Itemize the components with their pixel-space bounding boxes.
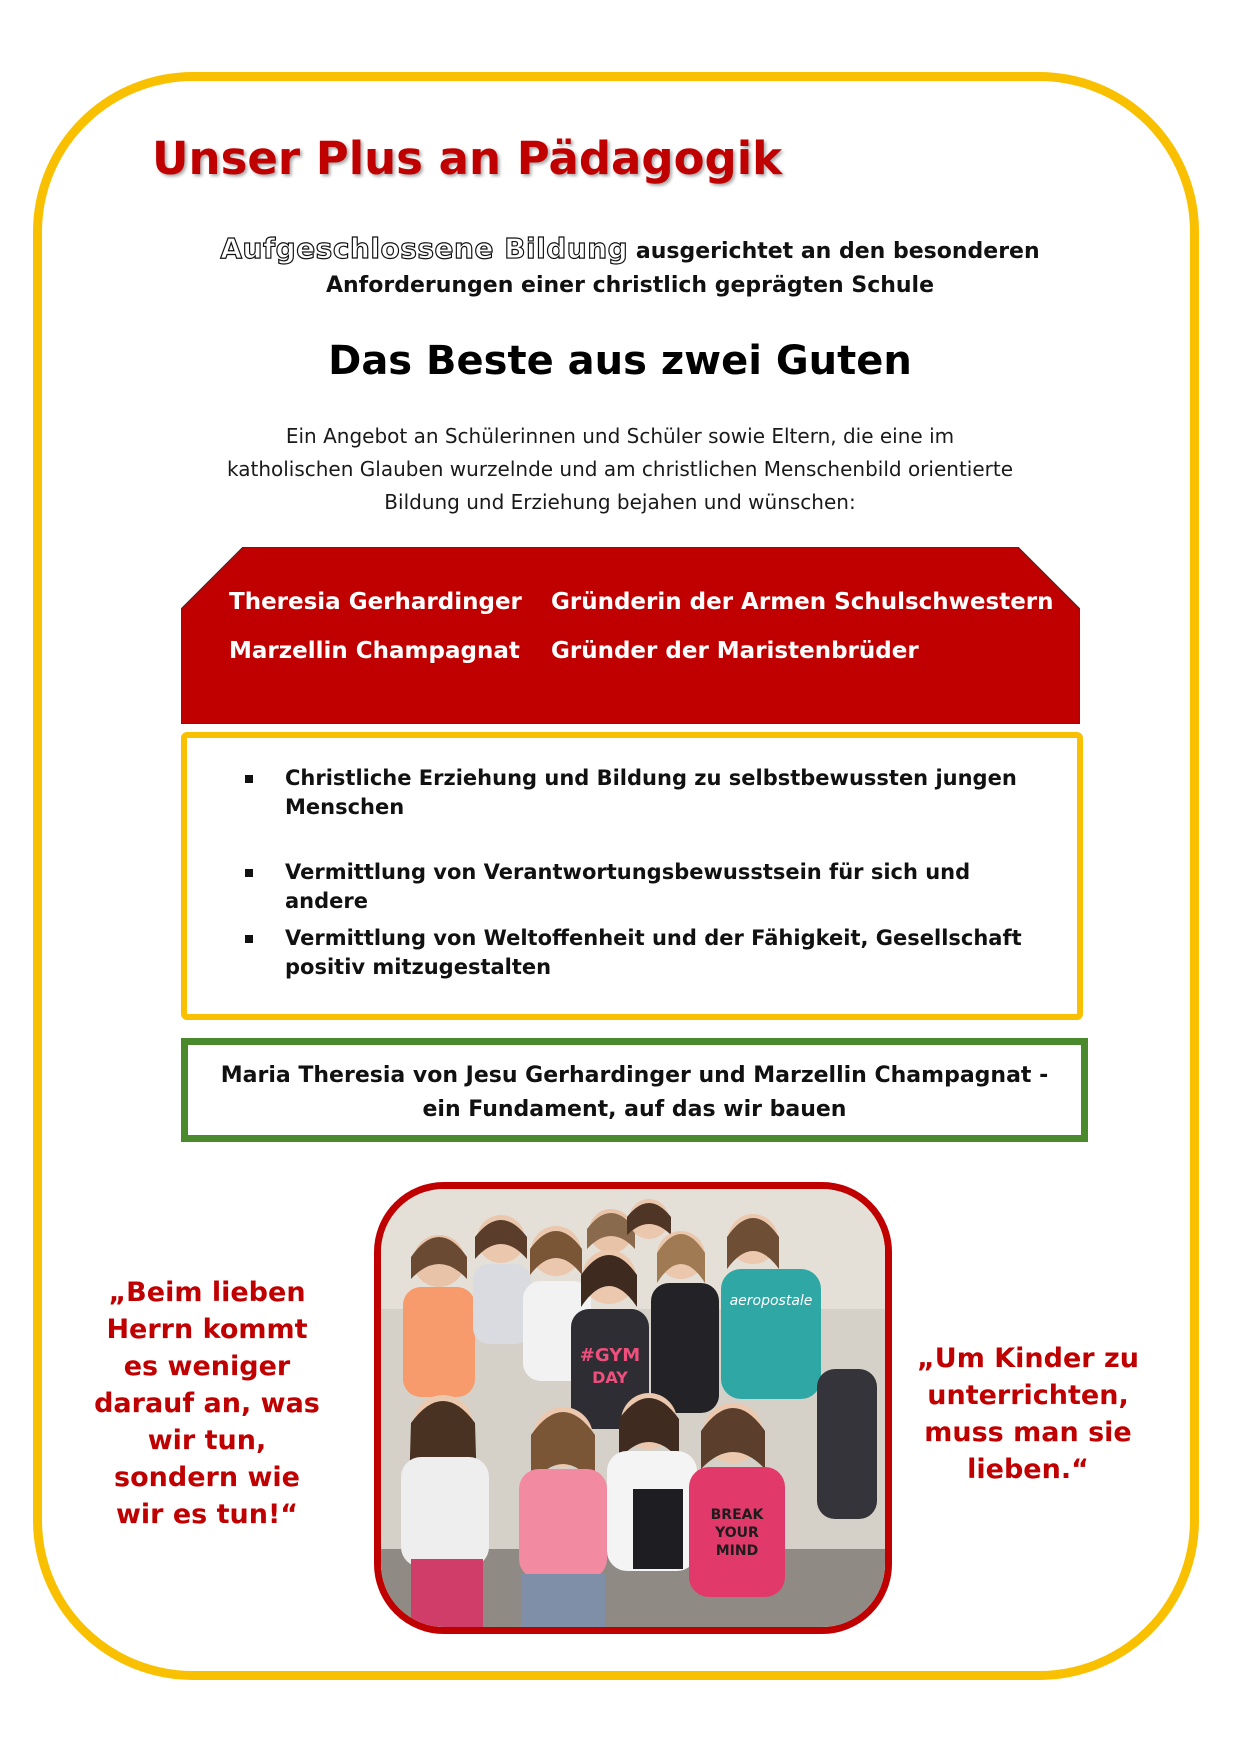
quote-left	[82, 1274, 332, 1533]
list-item	[235, 764, 1035, 858]
quote-line: wir es tun!“	[115, 1499, 299, 1530]
foundation-box	[181, 1038, 1088, 1142]
subtitle-rest: ausgerichtet an den besonderen	[628, 239, 1040, 264]
group-photo	[374, 1182, 892, 1634]
founder-row	[229, 638, 1054, 687]
values-box	[181, 732, 1083, 1020]
quote-line: lieben.“	[967, 1454, 1089, 1485]
shirt-text: YOUR	[715, 1525, 759, 1541]
quote-line: darauf an, was	[94, 1388, 320, 1419]
shirt-text: MIND	[715, 1543, 759, 1559]
subtitle-line2: Anforderungen einer christlich geprägten Schule	[325, 273, 935, 298]
quote-right	[908, 1340, 1148, 1488]
founder-row	[229, 589, 1054, 638]
quote-line: sondern wie	[114, 1462, 300, 1493]
page-title: Unser Plus an Pädagogik	[152, 132, 783, 185]
value-text: Christliche Erziehung und Bildung zu selbstbewussten jungen Menschen	[285, 766, 1017, 819]
quote-line: „Beim lieben	[108, 1277, 306, 1308]
foundation-line2: ein Fundament, auf das wir bauen	[422, 1097, 847, 1122]
quote-line: Herrn kommt	[106, 1314, 308, 1345]
founders-box	[181, 547, 1080, 724]
foundation-line1: Maria Theresia von Jesu Gerhardinger und Marzellin Champagnat -	[220, 1063, 1049, 1088]
bullet-icon	[245, 935, 253, 943]
quote-line: muss man sie	[924, 1417, 1132, 1448]
quote-line: unterrichten,	[927, 1380, 1129, 1411]
founder-role: Gründer der Maristenbrüder	[551, 638, 919, 664]
bullet-icon	[245, 869, 253, 877]
group-photo-illustration	[381, 1189, 885, 1627]
list-item	[235, 924, 1035, 982]
quote-line: „Um Kinder zu	[917, 1343, 1139, 1374]
value-text: Vermittlung von Verantwortungsbewusstsein für sich und andere	[285, 860, 971, 913]
shirt-text: #GYM	[579, 1345, 641, 1366]
quote-line: es weniger	[123, 1351, 291, 1382]
subtitle-highlight: Aufgeschlossene Bildung	[220, 232, 629, 265]
values-list	[235, 764, 1035, 982]
founders-list	[229, 589, 1054, 687]
founder-name: Marzellin Champagnat	[229, 638, 520, 664]
subtitle	[200, 232, 1060, 303]
value-text: Vermittlung von Weltoffenheit und der Fähigkeit, Gesellschaft positiv mitzugestalten	[285, 926, 1022, 979]
founder-role: Gründerin der Armen Schulschwestern	[551, 589, 1054, 615]
shirt-text: DAY	[592, 1368, 628, 1387]
shirt-text: BREAK	[710, 1507, 764, 1523]
founder-name: Theresia Gerhardinger	[229, 589, 522, 615]
bullet-icon	[245, 775, 253, 783]
section-heading: Das Beste aus zwei Guten	[328, 338, 912, 384]
quote-line: wir tun,	[147, 1425, 267, 1456]
list-item	[235, 858, 1035, 924]
shirt-text: aeropostale	[729, 1293, 813, 1309]
intro-text: Ein Angebot an Schülerinnen und Schüler sowie Eltern, die eine im katholischen Glauben wurzelnde und am christlichen Menschenbild orientierte Bildung und Erziehung bejahen und wünschen:	[226, 424, 1014, 514]
